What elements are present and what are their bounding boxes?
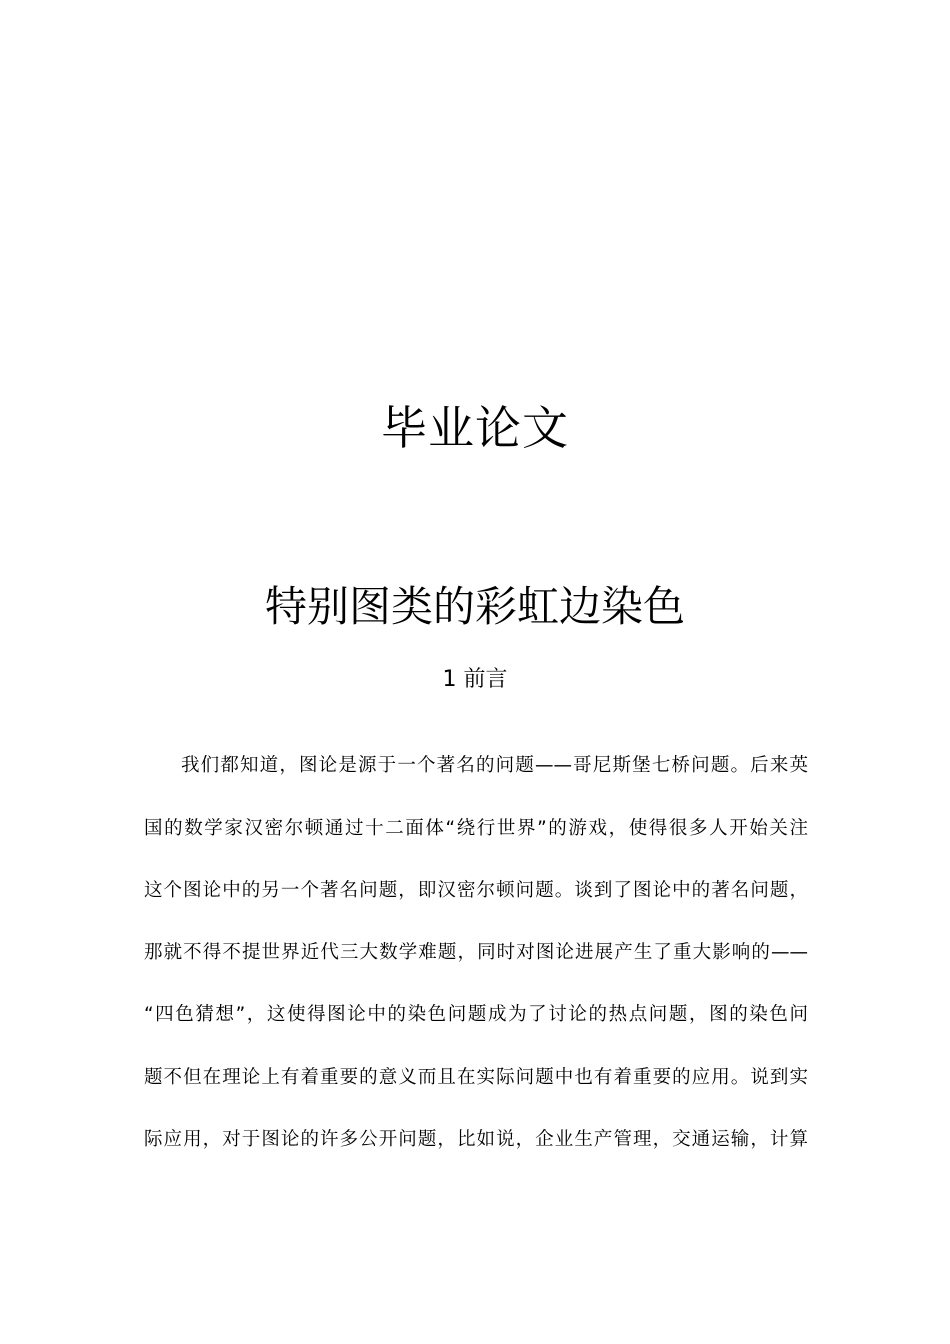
paragraph-line: 题不但在理论上有着重要的意义而且在实际问题中也有着重要的应用。说到实 [144,1067,808,1088]
paragraph-line: 这个图论中的另一个著名问题，即汉密尔顿问题。谈到了图论中的著名问题， [144,880,808,901]
section-heading: 1 前言 [442,667,508,692]
paragraph-line: 国的数学家汉密尔顿通过十二面体“绕行世界”的游戏，使得很多人开始关注 [144,818,808,839]
paragraph-line: “四色猜想”，这使得图论中的染色问题成为了讨论的热点问题，图的染色问 [144,1004,808,1025]
paragraph-line: 我们都知道，图论是源于一个著名的问题——哥尼斯堡七桥问题。后来英 [181,755,808,776]
paragraph-line: 那就不得不提世界近代三大数学难题，同时对图论进展产生了重大影响的—— [144,942,808,963]
paragraph-line: 际应用，对于图论的许多公开问题，比如说，企业生产管理，交通运输，计算 [144,1129,808,1150]
document-title: 毕业论文 [381,401,569,455]
thesis-title: 特别图类的彩虹边染色 [264,582,685,631]
